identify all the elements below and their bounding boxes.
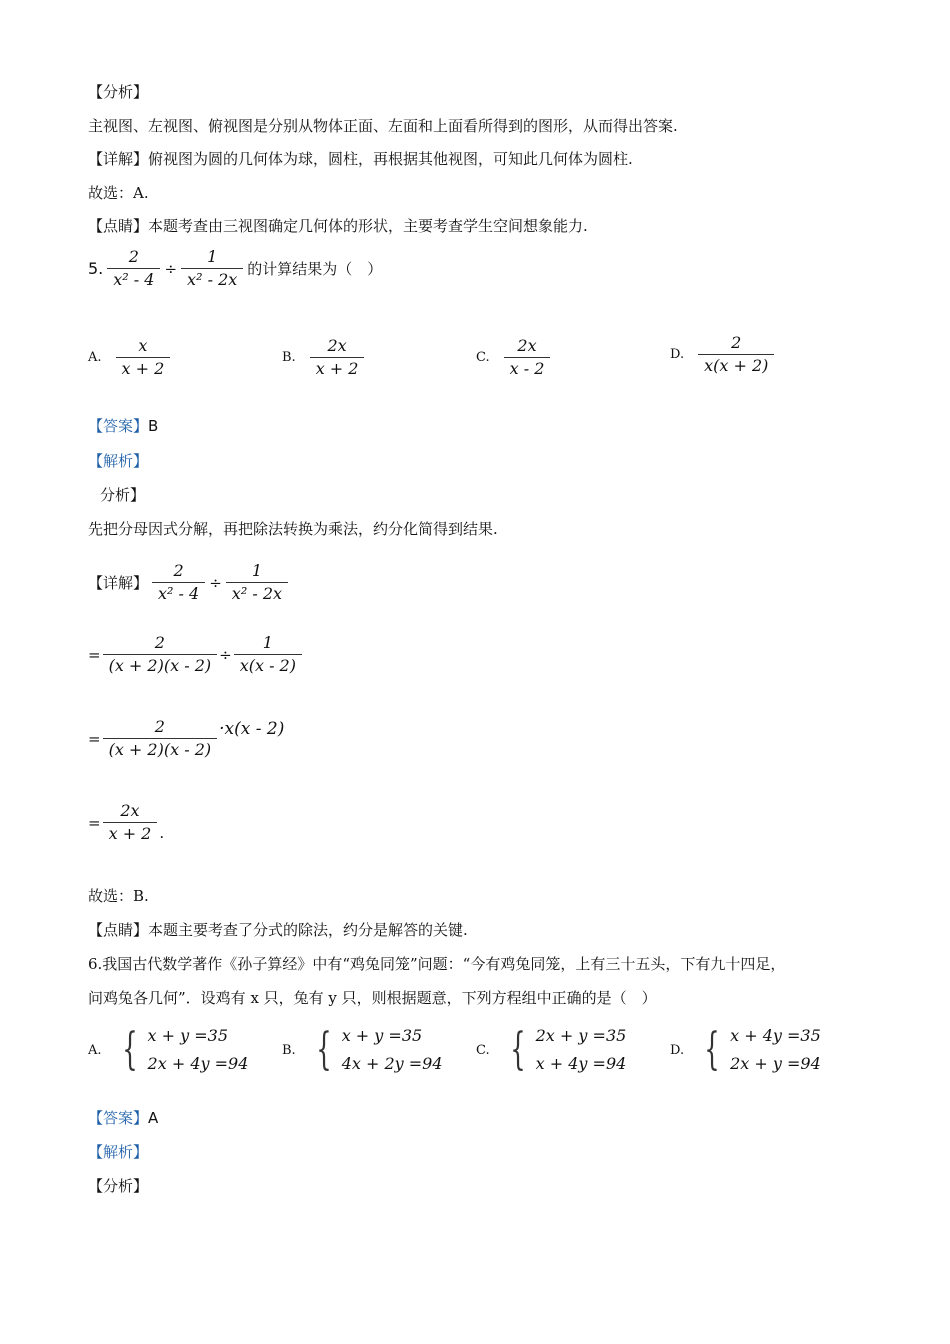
q5-answer-tag: 【答案】	[88, 417, 149, 435]
q5-option-c[interactable]: C. $\frac{2x}{x - 2}$	[476, 335, 550, 380]
q6-option-d[interactable]: D. { x + 4y =35 2x + y =94	[670, 1024, 821, 1075]
analysis-tag: 【分析】	[88, 83, 149, 101]
q6-answer-line	[88, 1108, 158, 1128]
q5-fenxi-tag: 分析】	[100, 486, 146, 504]
q5-choice: 故选：B.	[88, 887, 149, 905]
q5-step-2: = $\frac{2}{(x + 2)(x - 2)}$ ·x(x - 2)	[88, 717, 285, 759]
detail-text: 俯视图为圆的几何体为球，圆柱，再根据其他视图，可知此几何体为圆柱.	[148, 150, 633, 168]
q6-answer-tag: 【答案】	[88, 1109, 149, 1127]
comment-tag: 【点睛】	[88, 217, 149, 235]
q5-answer-line	[88, 416, 158, 436]
q6-jiexi-tag: 【解析】	[88, 1143, 149, 1161]
q5-comment-text: 本题主要考查了分式的除法，约分是解答的关键.	[148, 921, 468, 939]
q5-comment-line	[88, 920, 468, 940]
detail-line	[88, 149, 633, 169]
comment-text: 本题考查由三视图确定几何体的形状，主要考查学生空间想象能力.	[148, 217, 588, 235]
q5-frac-2: $\frac{1}{\text{x² - 2x}}$	[181, 246, 243, 291]
q5-stem-text: 的计算结果为（ ）	[247, 259, 383, 278]
q5-div: ÷	[164, 259, 178, 278]
q5-step-3: = $\frac{2x}{x + 2}$ .	[88, 801, 165, 843]
q5-frac-1: $\frac{2}{\text{x² - 4}}$	[107, 246, 160, 291]
q5-jiexi-tag: 【解析】	[88, 452, 149, 470]
q5-detail-line	[88, 560, 288, 605]
q5-comment-tag: 【点睛】	[88, 921, 149, 939]
q5-detail-frac-2: $\frac{1}{\text{x² - 2x}}$	[226, 560, 288, 605]
q5-option-d[interactable]: D. $\frac{2}{x(x + 2)}$	[670, 332, 774, 377]
q5-option-b[interactable]: B. $\frac{2x}{x + 2}$	[282, 335, 364, 380]
analysis-text: 主视图、左视图、俯视图是分别从物体正面、左面和上面看所得到的图形，从而得出答案.	[88, 117, 678, 135]
q6-answer: A	[148, 1109, 159, 1127]
q6-line-2: 问鸡兔各几何”．设鸡有 x 只，兔有 y 只，则根据题意，下列方程组中正确的是（ ）	[88, 989, 657, 1007]
choice-text: 故选：A.	[88, 184, 149, 202]
comment-line	[88, 216, 588, 236]
q5-detail-tag: 【详解】	[88, 573, 149, 592]
detail-tag: 【详解】	[88, 150, 149, 168]
q5-option-a[interactable]: A. $\frac{x}{x + 2}$	[88, 335, 170, 380]
q6-option-c[interactable]: C. { 2x + y =35 x + 4y =94	[476, 1024, 627, 1075]
q6-fenxi-tag: 【分析】	[88, 1177, 149, 1195]
q5-answer: B	[148, 417, 159, 435]
q5-detail-div: ÷	[209, 573, 222, 592]
q5-number: 5.	[88, 258, 104, 278]
q5-detail-frac-1: $\frac{2}{\text{x² - 4}}$	[152, 560, 205, 605]
q5-step-1: = $\frac{2}{(x + 2)(x - 2)}$ ÷ $\frac{1}{x(x - 2)}$	[88, 632, 302, 677]
q6-option-a[interactable]: A. { x + y =35 2x + 4y =94	[88, 1024, 249, 1075]
q5-fenxi-text: 先把分母因式分解，再把除法转换为乘法，约分化简得到结果.	[88, 520, 498, 538]
q6-option-b[interactable]: B. { x + y =35 4x + 2y =94	[282, 1024, 443, 1075]
q6-line-1: 6.我国古代数学著作《孙子算经》中有“鸡兔同笼”问题：“今有鸡兔同笼，上有三十五头，下有九十四足，	[88, 955, 786, 973]
q5-stem	[88, 246, 382, 291]
